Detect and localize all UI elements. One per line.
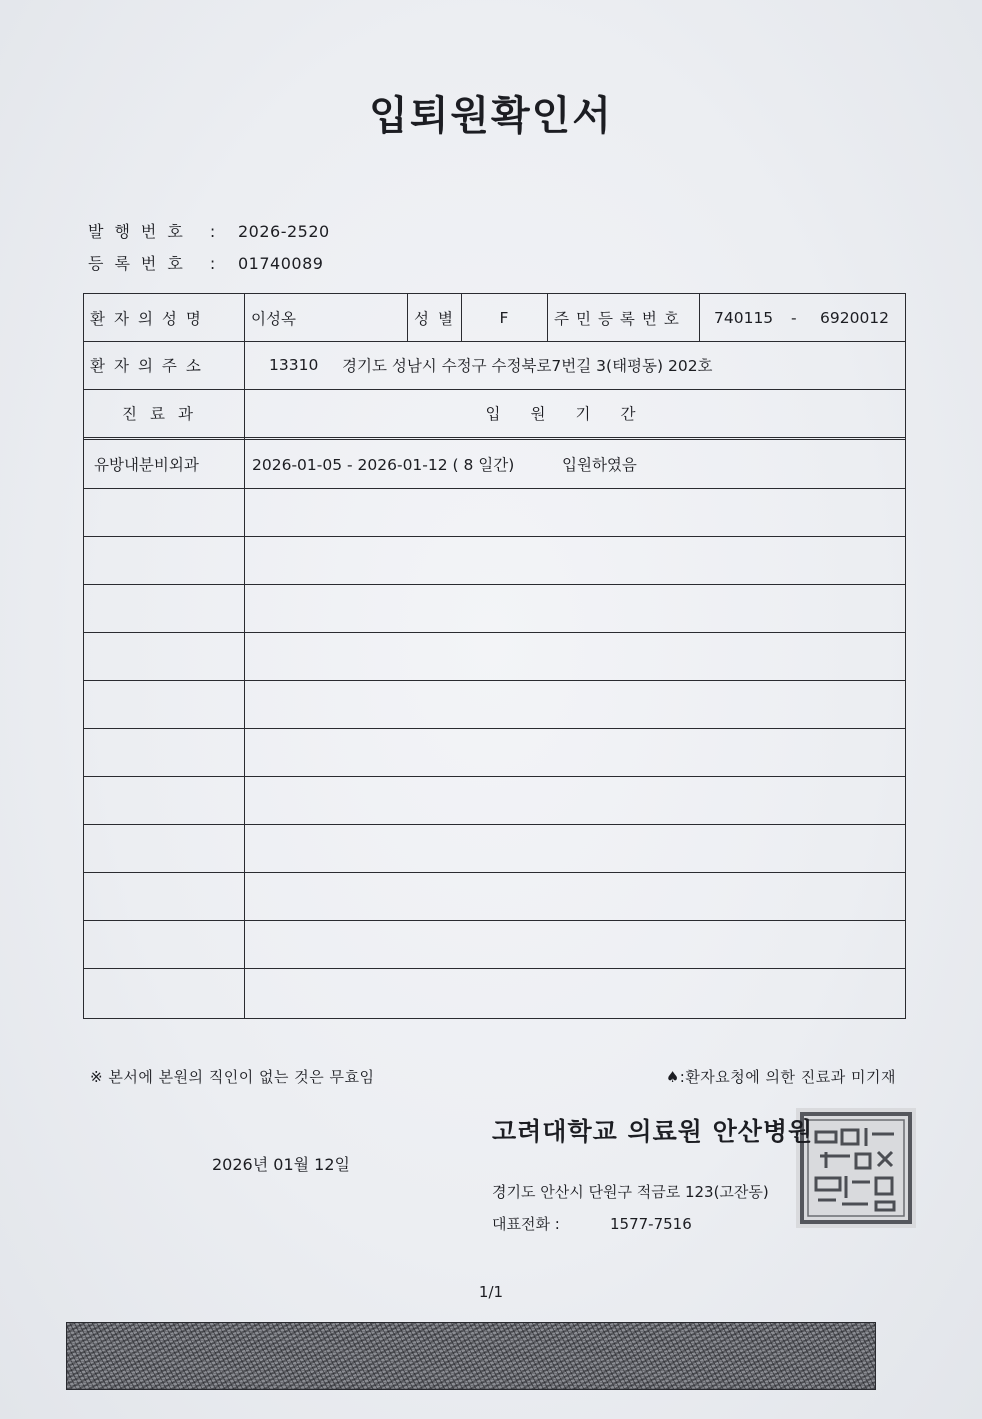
table-line bbox=[84, 536, 905, 537]
rrn-separator: - bbox=[791, 308, 797, 327]
document-title: 입퇴원확인서 bbox=[369, 93, 613, 139]
issue-number-row bbox=[88, 219, 330, 242]
table-line bbox=[84, 776, 905, 777]
table-line bbox=[84, 680, 905, 681]
patient-address: 경기도 성남시 수정구 수정북로7번길 3(태평동) 202호 bbox=[342, 357, 713, 375]
patient-name-label: 환자의성명 bbox=[90, 309, 210, 328]
hospital-name: 고려대학교 의료원 안산병원 bbox=[492, 1117, 814, 1146]
table-line bbox=[84, 488, 905, 489]
issue-number: 2026-2520 bbox=[238, 222, 330, 241]
table-line bbox=[84, 632, 905, 633]
table-line bbox=[547, 294, 548, 341]
department-header: 진료과 bbox=[122, 405, 206, 423]
hospital-address: 경기도 안산시 단원구 적금로 123(고잔동) bbox=[492, 1183, 769, 1201]
phone-label: 대표전화 : bbox=[492, 1215, 560, 1233]
table-line bbox=[244, 294, 245, 341]
security-barcode bbox=[66, 1322, 876, 1390]
admission-period-header: 입원기간 bbox=[485, 405, 666, 423]
sex-label: 성별 bbox=[414, 309, 462, 328]
table-line bbox=[84, 728, 905, 729]
table-line bbox=[84, 584, 905, 585]
rrn-back: 6920012 bbox=[820, 308, 890, 327]
patient-request-note: ♠:환자요청에 의한 진료과 미기재 bbox=[665, 1068, 896, 1086]
admission-table bbox=[83, 293, 906, 1019]
table-line bbox=[84, 968, 905, 969]
postal-code: 13310 bbox=[269, 356, 319, 374]
issue-number-label: 발행번호 : bbox=[88, 222, 227, 241]
page-number: 1/1 bbox=[478, 1283, 504, 1301]
seal-stamp-icon bbox=[796, 1108, 916, 1228]
table-line bbox=[699, 294, 700, 341]
table-line bbox=[84, 824, 905, 825]
department-cell: 유방내분비외과 bbox=[94, 456, 199, 474]
table-line bbox=[244, 341, 245, 1018]
table-line bbox=[84, 920, 905, 921]
table-line bbox=[407, 294, 408, 341]
admission-period-cell: 2026-01-05 - 2026-01-12 ( 8 일간) bbox=[252, 456, 515, 474]
sex-value: F bbox=[499, 308, 509, 327]
phone-number: 1577-7516 bbox=[610, 1215, 692, 1233]
patient-address-label: 환자의주소 bbox=[90, 357, 210, 375]
issue-date: 2026년 01월 12일 bbox=[212, 1155, 350, 1174]
invalid-without-seal-note: ※ 본서에 본원의 직인이 없는 것은 무효임 bbox=[90, 1068, 375, 1086]
hospital-seal bbox=[796, 1108, 916, 1228]
registration-number: 01740089 bbox=[238, 254, 324, 273]
hospital-phone-row bbox=[492, 1213, 692, 1234]
rrn-front: 740115 bbox=[714, 308, 774, 327]
table-line bbox=[84, 872, 905, 873]
registration-number-label: 등록번호 : bbox=[88, 254, 227, 273]
rrn-label: 주민등록번호 bbox=[554, 309, 686, 328]
registration-number-row bbox=[88, 251, 323, 274]
admission-status-cell: 입원하였음 bbox=[562, 456, 637, 474]
patient-name: 이성옥 bbox=[251, 309, 296, 328]
